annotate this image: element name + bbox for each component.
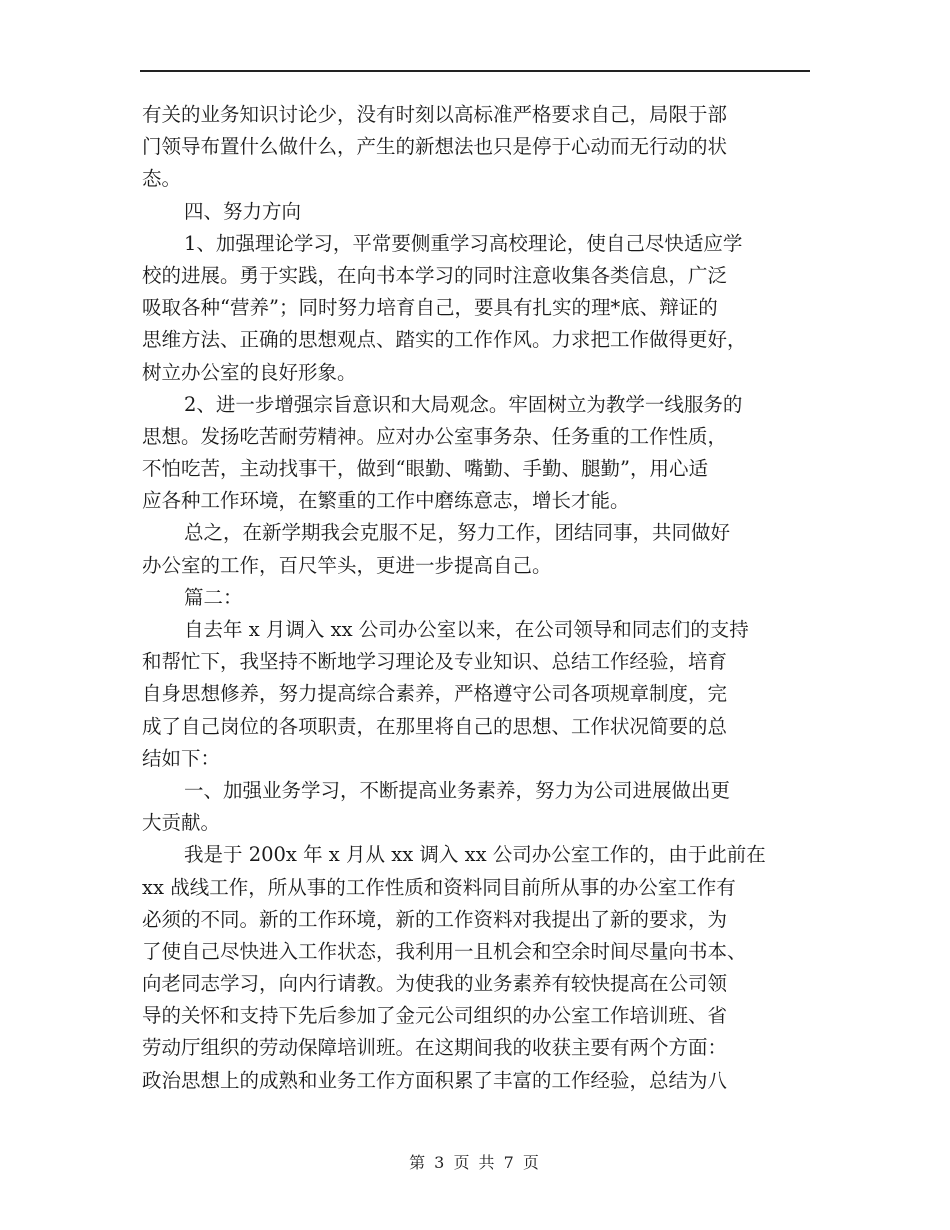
- text-line: 自去年 x 月调入 xx 公司办公室以来，在公司领导和同志们的支持: [184, 618, 749, 641]
- text-line: 成了自己岗位的各项职责，在那里将自己的思想、工作状况简要的总: [142, 714, 728, 738]
- text-line: 2、进一步增强宗旨意识和大局观念。牢固树立为教学一线服务的: [184, 392, 743, 416]
- text-line: 一、加强业务学习，不断提高业务素养，努力为公司进展做出更: [184, 778, 731, 802]
- text-line: 应各种工作环境，在繁重的工作中磨练意志，增长才能。: [142, 489, 630, 513]
- text-line: 吸取各种“营养”；同时努力培育自己，要具有扎实的理*底、辩证的: [142, 296, 718, 320]
- text-line: 我是于 200x 年 x 月从 xx 调入 xx 公司办公室工作的，由于此前在: [184, 843, 766, 867]
- text-line: 办公室的工作，百尺竿头，更进一步提高自己。: [142, 553, 552, 577]
- text-line: 导的关怀和支持下先后参加了金元公司组织的办公室工作培训班、省: [142, 1004, 728, 1028]
- text-line: 总之，在新学期我会克服不足，努力工作，团结同事，共同做好: [184, 521, 731, 545]
- text-line: 结如下：: [142, 746, 221, 770]
- text-line: 必须的不同。新的工作环境，新的工作资料对我提出了新的要求，为: [142, 907, 728, 931]
- text-line: 劳动厅组织的劳动保障培训班。在这期间我的收获主要有两个方面：: [142, 1036, 728, 1060]
- text-line: 态。: [142, 167, 182, 191]
- text-line: 树立办公室的良好形象。: [142, 360, 357, 384]
- text-line: 思想。发扬吃苦耐劳精神。应对办公室事务杂、任务重的工作性质，: [142, 424, 728, 448]
- text-line: 1、加强理论学习，平常要侧重学习高校理论，使自己尽快适应学: [184, 231, 743, 255]
- text-line: 自身思想修养，努力提高综合素养，严格遵守公司各项规章制度，完: [142, 682, 728, 706]
- text-line: 了使自己尽快进入工作状态，我利用一且机会和空余时间尽量向书本、: [142, 939, 747, 963]
- text-line: 思维方法、正确的思想观点、踏实的工作作风。力求把工作做得更好，: [142, 328, 747, 352]
- page-footer: 第 3 页 共 7 页: [409, 1153, 541, 1172]
- text-line: 门领导布置什么做什么，产生的新想法也只是停于心动而无行动的状: [142, 135, 728, 159]
- text-line: 大贡献。: [142, 811, 221, 835]
- header-rule: [140, 70, 810, 72]
- text-line: 有关的业务知识讨论少，没有时刻以高标准严格要求自己，局限于部: [142, 103, 728, 126]
- text-line: 校的进展。勇于实践，在向书本学习的同时注意收集各类信息，广泛: [142, 263, 728, 287]
- text-line: 政治思想上的成熟和业务工作方面积累了丰富的工作经验，总结为八: [142, 1068, 728, 1092]
- text-line: 不怕吃苦，主动找事干，做到“眼勤、嘴勤、手勤、腿勤”，用心适: [142, 457, 708, 481]
- text-line: 篇二：: [184, 585, 243, 609]
- text-line: 和帮忙下，我坚持不断地学习理论及专业知识、总结工作经验，培育: [142, 650, 728, 674]
- document-body: [142, 99, 812, 1097]
- text-line: 四、努力方向: [184, 199, 302, 223]
- text-line: 向老同志学习，向内行请教。为使我的业务素养有较快提高在公司领: [142, 972, 728, 996]
- text-line: xx 战线工作，所从事的工作性质和资料同目前所从事的办公室工作有: [142, 875, 736, 899]
